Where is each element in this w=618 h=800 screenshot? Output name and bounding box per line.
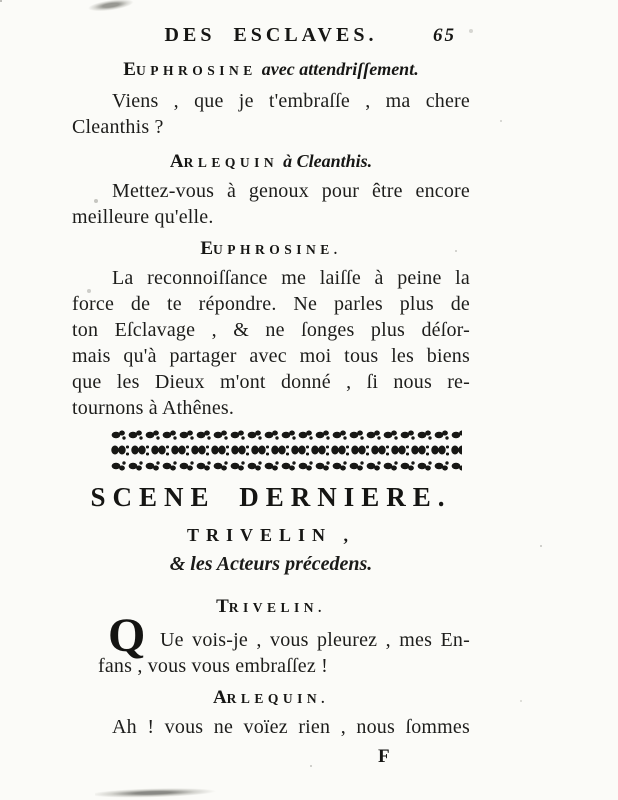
speaker-initial: A xyxy=(169,151,184,172)
scan-speckles xyxy=(0,0,2,2)
signature-mark: F xyxy=(378,746,390,767)
speech-euphrosine-1 xyxy=(72,88,470,140)
speech-euphrosine-2 xyxy=(72,265,470,421)
speech-heading-euphrosine-1 xyxy=(72,56,470,84)
text-column xyxy=(72,0,470,768)
speech-arlequin-1 xyxy=(72,178,470,230)
running-head xyxy=(72,24,470,50)
ornament-row xyxy=(110,429,462,442)
speech-line: meilleure qu'elle. xyxy=(72,206,214,228)
speech-line: fans , vous vous embraſſez ! xyxy=(98,655,328,677)
speech-trivelin xyxy=(72,609,470,679)
speaker-name: UPHROSINE. xyxy=(213,242,342,257)
speech-line: que les Dieux m'ont donné , ſi nous re- xyxy=(72,371,470,393)
speech-arlequin-2 xyxy=(72,714,470,740)
cast-note: & les Acteurs précedens. xyxy=(169,553,373,575)
speaker-name: RLEQUIN xyxy=(183,155,279,170)
ornament-row xyxy=(110,459,462,472)
speaker-initial: E xyxy=(123,59,136,80)
running-title: DES ESCLAVES. xyxy=(164,24,378,46)
speaker-initial: T xyxy=(216,596,229,617)
scan-smudge-bottom xyxy=(95,785,240,800)
speech-line: La reconnoiſſance me laiſſe à peine la xyxy=(112,267,470,289)
speaker-initial: E xyxy=(200,238,214,259)
speech-line: Viens , que je t'embraſſe , ma chere xyxy=(112,90,470,112)
speech-line: tournons à Athênes. xyxy=(72,397,235,419)
speech-line: Cleanthis ? xyxy=(72,116,164,138)
speech-line: ton Eſclavage , & ne ſonges plus déſor- xyxy=(72,319,470,341)
speaker-name: UPHROSINE xyxy=(135,63,257,78)
speaker-name: RLEQUIN. xyxy=(226,691,330,706)
speech-line: Ue vois-je , vous pleurez , mes En- xyxy=(160,629,470,651)
cast-name-trivelin: TRIVELIN , xyxy=(186,525,356,545)
page-number: 65 xyxy=(433,25,456,46)
speech-line-dropcap xyxy=(72,609,470,662)
speaker-initial: A xyxy=(212,687,227,708)
speech-heading-arlequin-1 xyxy=(72,148,470,176)
speaker-name: RIVELIN. xyxy=(228,600,326,615)
speech-heading-arlequin-2 xyxy=(72,685,470,712)
scene-title: SCENE DERNIERE. xyxy=(90,482,452,512)
stage-direction: à Cleanthis. xyxy=(283,151,373,171)
speech-line: force de te répondre. Ne parles plus de xyxy=(72,293,470,315)
speech-line: mais qu'à partager avec moi tous les biens xyxy=(72,345,470,367)
speech-line: Mettez-vous à genoux pour être encore xyxy=(112,180,470,202)
speech-heading-euphrosine-2 xyxy=(72,236,470,263)
initial-capital-Q: Q xyxy=(108,609,146,662)
printers-ornament-band xyxy=(110,429,462,472)
ornament-row xyxy=(110,443,462,458)
speech-line: Ah ! vous ne voïez rien , nous ſommes xyxy=(112,716,470,738)
stage-direction: avec attendriſſement. xyxy=(261,59,419,79)
